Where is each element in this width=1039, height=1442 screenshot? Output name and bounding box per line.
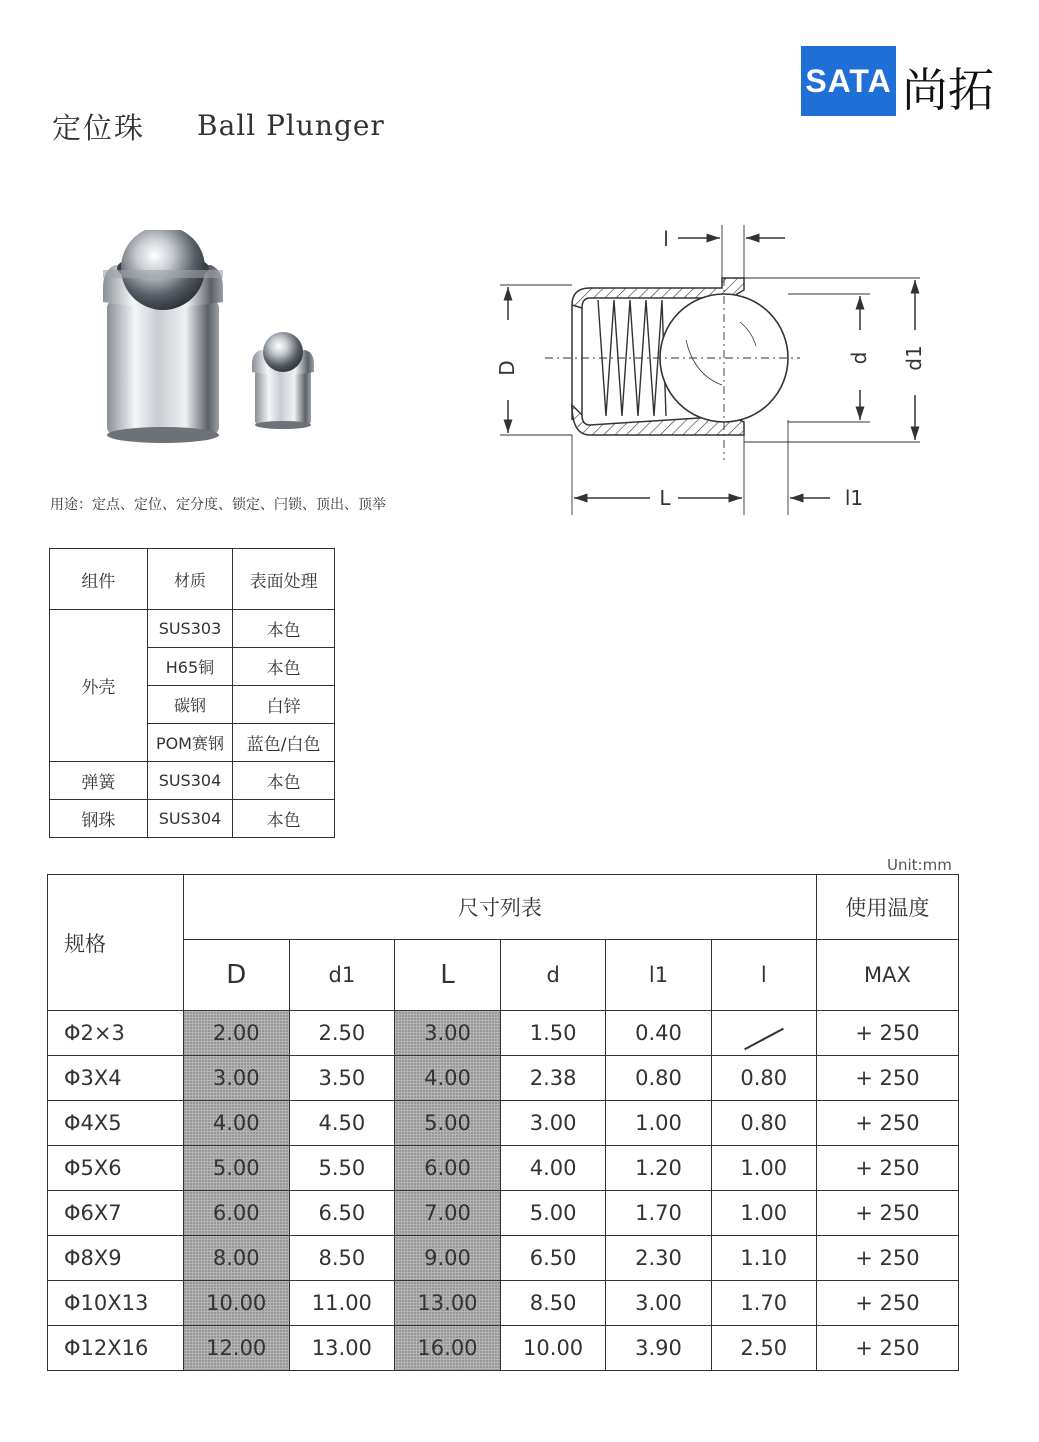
- table-row: [48, 1281, 959, 1326]
- product-photo: [95, 230, 335, 445]
- value-d: 2.38: [500, 1056, 606, 1101]
- column-D: D: [183, 940, 289, 1011]
- table-row: [48, 1011, 959, 1056]
- component-ball: 钢珠: [50, 800, 148, 838]
- value-L: 9.00: [395, 1236, 501, 1281]
- label-d: d: [847, 351, 871, 365]
- spec-cell: Φ4X5: [48, 1101, 184, 1146]
- value-d1: 4.50: [289, 1101, 395, 1146]
- column-d1: d1: [289, 940, 395, 1011]
- value-d1: 2.50: [289, 1011, 395, 1056]
- value-l1: 2.30: [606, 1236, 711, 1281]
- not-applicable-slash: [744, 1028, 784, 1050]
- value-d: 1.50: [500, 1011, 606, 1056]
- finish-cell: 本色: [233, 610, 335, 648]
- value-D: 4.00: [183, 1101, 289, 1146]
- header-dimensions: 尺寸列表: [183, 875, 816, 940]
- component-housing: 外壳: [50, 610, 148, 762]
- max-temperature-cell: + 250: [816, 1191, 958, 1236]
- value-D: 2.00: [183, 1011, 289, 1056]
- value-D: 5.00: [183, 1146, 289, 1191]
- value-L: 16.00: [395, 1326, 501, 1371]
- value-d: 10.00: [500, 1326, 606, 1371]
- value-d1: 3.50: [289, 1056, 395, 1101]
- label-D: D: [495, 360, 519, 376]
- material-cell: 碳钢: [147, 686, 233, 724]
- value-l1: 1.70: [606, 1191, 711, 1236]
- value-l: 2.50: [711, 1326, 816, 1371]
- value-D: 3.00: [183, 1056, 289, 1101]
- material-cell: POM赛钢: [147, 724, 233, 762]
- usage-text: 用途：定点、定位、定分度、锁定、闩锁、顶出、顶举: [50, 497, 386, 513]
- max-temperature-cell: + 250: [816, 1281, 958, 1326]
- material-cell: SUS304: [147, 762, 233, 800]
- table-row: [48, 1191, 959, 1236]
- value-l: 0.80: [711, 1056, 816, 1101]
- column-L: L: [395, 940, 501, 1011]
- column-l1: l1: [606, 940, 711, 1011]
- table-row: [48, 1236, 959, 1281]
- max-temperature-cell: + 250: [816, 1236, 958, 1281]
- spec-cell: Φ3X4: [48, 1056, 184, 1101]
- dimension-diagram: [490, 220, 940, 520]
- value-d: 3.00: [500, 1101, 606, 1146]
- value-L: 3.00: [395, 1011, 501, 1056]
- table-row: [48, 1101, 959, 1146]
- value-d1: 8.50: [289, 1236, 395, 1281]
- value-d: 6.50: [500, 1236, 606, 1281]
- value-d1: 5.50: [289, 1146, 395, 1191]
- value-l: 1.00: [711, 1191, 816, 1236]
- finish-cell: 本色: [233, 648, 335, 686]
- spec-cell: Φ8X9: [48, 1236, 184, 1281]
- spec-cell: Φ12X16: [48, 1326, 184, 1371]
- value-l: [711, 1011, 816, 1056]
- max-temperature-cell: + 250: [816, 1056, 958, 1101]
- spec-cell: Φ2×3: [48, 1011, 184, 1056]
- table-row: [48, 1056, 959, 1101]
- column-max: MAX: [816, 940, 958, 1011]
- label-d1: d1: [902, 345, 926, 371]
- material-cell: SUS304: [147, 800, 233, 838]
- value-L: 6.00: [395, 1146, 501, 1191]
- value-l1: 0.40: [606, 1011, 711, 1056]
- finish-cell: 蓝色/白色: [233, 724, 335, 762]
- value-L: 4.00: [395, 1056, 501, 1101]
- value-d1: 11.00: [289, 1281, 395, 1326]
- value-l1: 3.00: [606, 1281, 711, 1326]
- value-D: 6.00: [183, 1191, 289, 1236]
- spec-cell: Φ10X13: [48, 1281, 184, 1326]
- label-l1: l1: [844, 486, 864, 510]
- finish-cell: 白锌: [233, 686, 335, 724]
- value-L: 5.00: [395, 1101, 501, 1146]
- max-temperature-cell: + 250: [816, 1146, 958, 1191]
- material-cell: SUS303: [147, 610, 233, 648]
- label-l: l: [663, 227, 669, 251]
- value-d1: 6.50: [289, 1191, 395, 1236]
- finish-cell: 本色: [233, 800, 335, 838]
- column-l: l: [711, 940, 816, 1011]
- max-temperature-cell: + 250: [816, 1101, 958, 1146]
- value-D: 12.00: [183, 1326, 289, 1371]
- header-material: 材质: [147, 549, 233, 610]
- table-row: [48, 1326, 959, 1371]
- material-cell: H65铜: [147, 648, 233, 686]
- header-spec: 规格: [48, 875, 184, 1011]
- finish-cell: 本色: [233, 762, 335, 800]
- value-l: 1.10: [711, 1236, 816, 1281]
- table-row: [48, 1146, 959, 1191]
- value-d: 8.50: [500, 1281, 606, 1326]
- max-temperature-cell: + 250: [816, 1326, 958, 1371]
- header-temperature: 使用温度: [816, 875, 958, 940]
- value-l1: 1.00: [606, 1101, 711, 1146]
- value-D: 8.00: [183, 1236, 289, 1281]
- spec-cell: Φ5X6: [48, 1146, 184, 1191]
- page-title-cn: 定位珠: [52, 111, 146, 145]
- value-l: 1.70: [711, 1281, 816, 1326]
- value-l: 1.00: [711, 1146, 816, 1191]
- value-d: 5.00: [500, 1191, 606, 1236]
- value-L: 7.00: [395, 1191, 501, 1236]
- value-l1: 0.80: [606, 1056, 711, 1101]
- value-l1: 1.20: [606, 1146, 711, 1191]
- size-table: [47, 874, 959, 1371]
- brand-name: 尚拓: [902, 63, 994, 117]
- value-l1: 3.90: [606, 1326, 711, 1371]
- value-d1: 13.00: [289, 1326, 395, 1371]
- spec-cell: Φ6X7: [48, 1191, 184, 1236]
- header-finish: 表面处理: [233, 549, 335, 610]
- value-l: 0.80: [711, 1101, 816, 1146]
- header-component: 组件: [50, 549, 148, 610]
- value-D: 10.00: [183, 1281, 289, 1326]
- component-spring: 弹簧: [50, 762, 148, 800]
- value-L: 13.00: [395, 1281, 501, 1326]
- material-table: [49, 548, 335, 838]
- column-d: d: [500, 940, 606, 1011]
- brand-logo: SATA: [801, 46, 896, 116]
- value-d: 4.00: [500, 1146, 606, 1191]
- page-title-en: Ball Plunger: [197, 109, 385, 142]
- label-L: L: [659, 486, 671, 510]
- max-temperature-cell: + 250: [816, 1011, 958, 1056]
- unit-label: Unit:mm: [887, 856, 952, 874]
